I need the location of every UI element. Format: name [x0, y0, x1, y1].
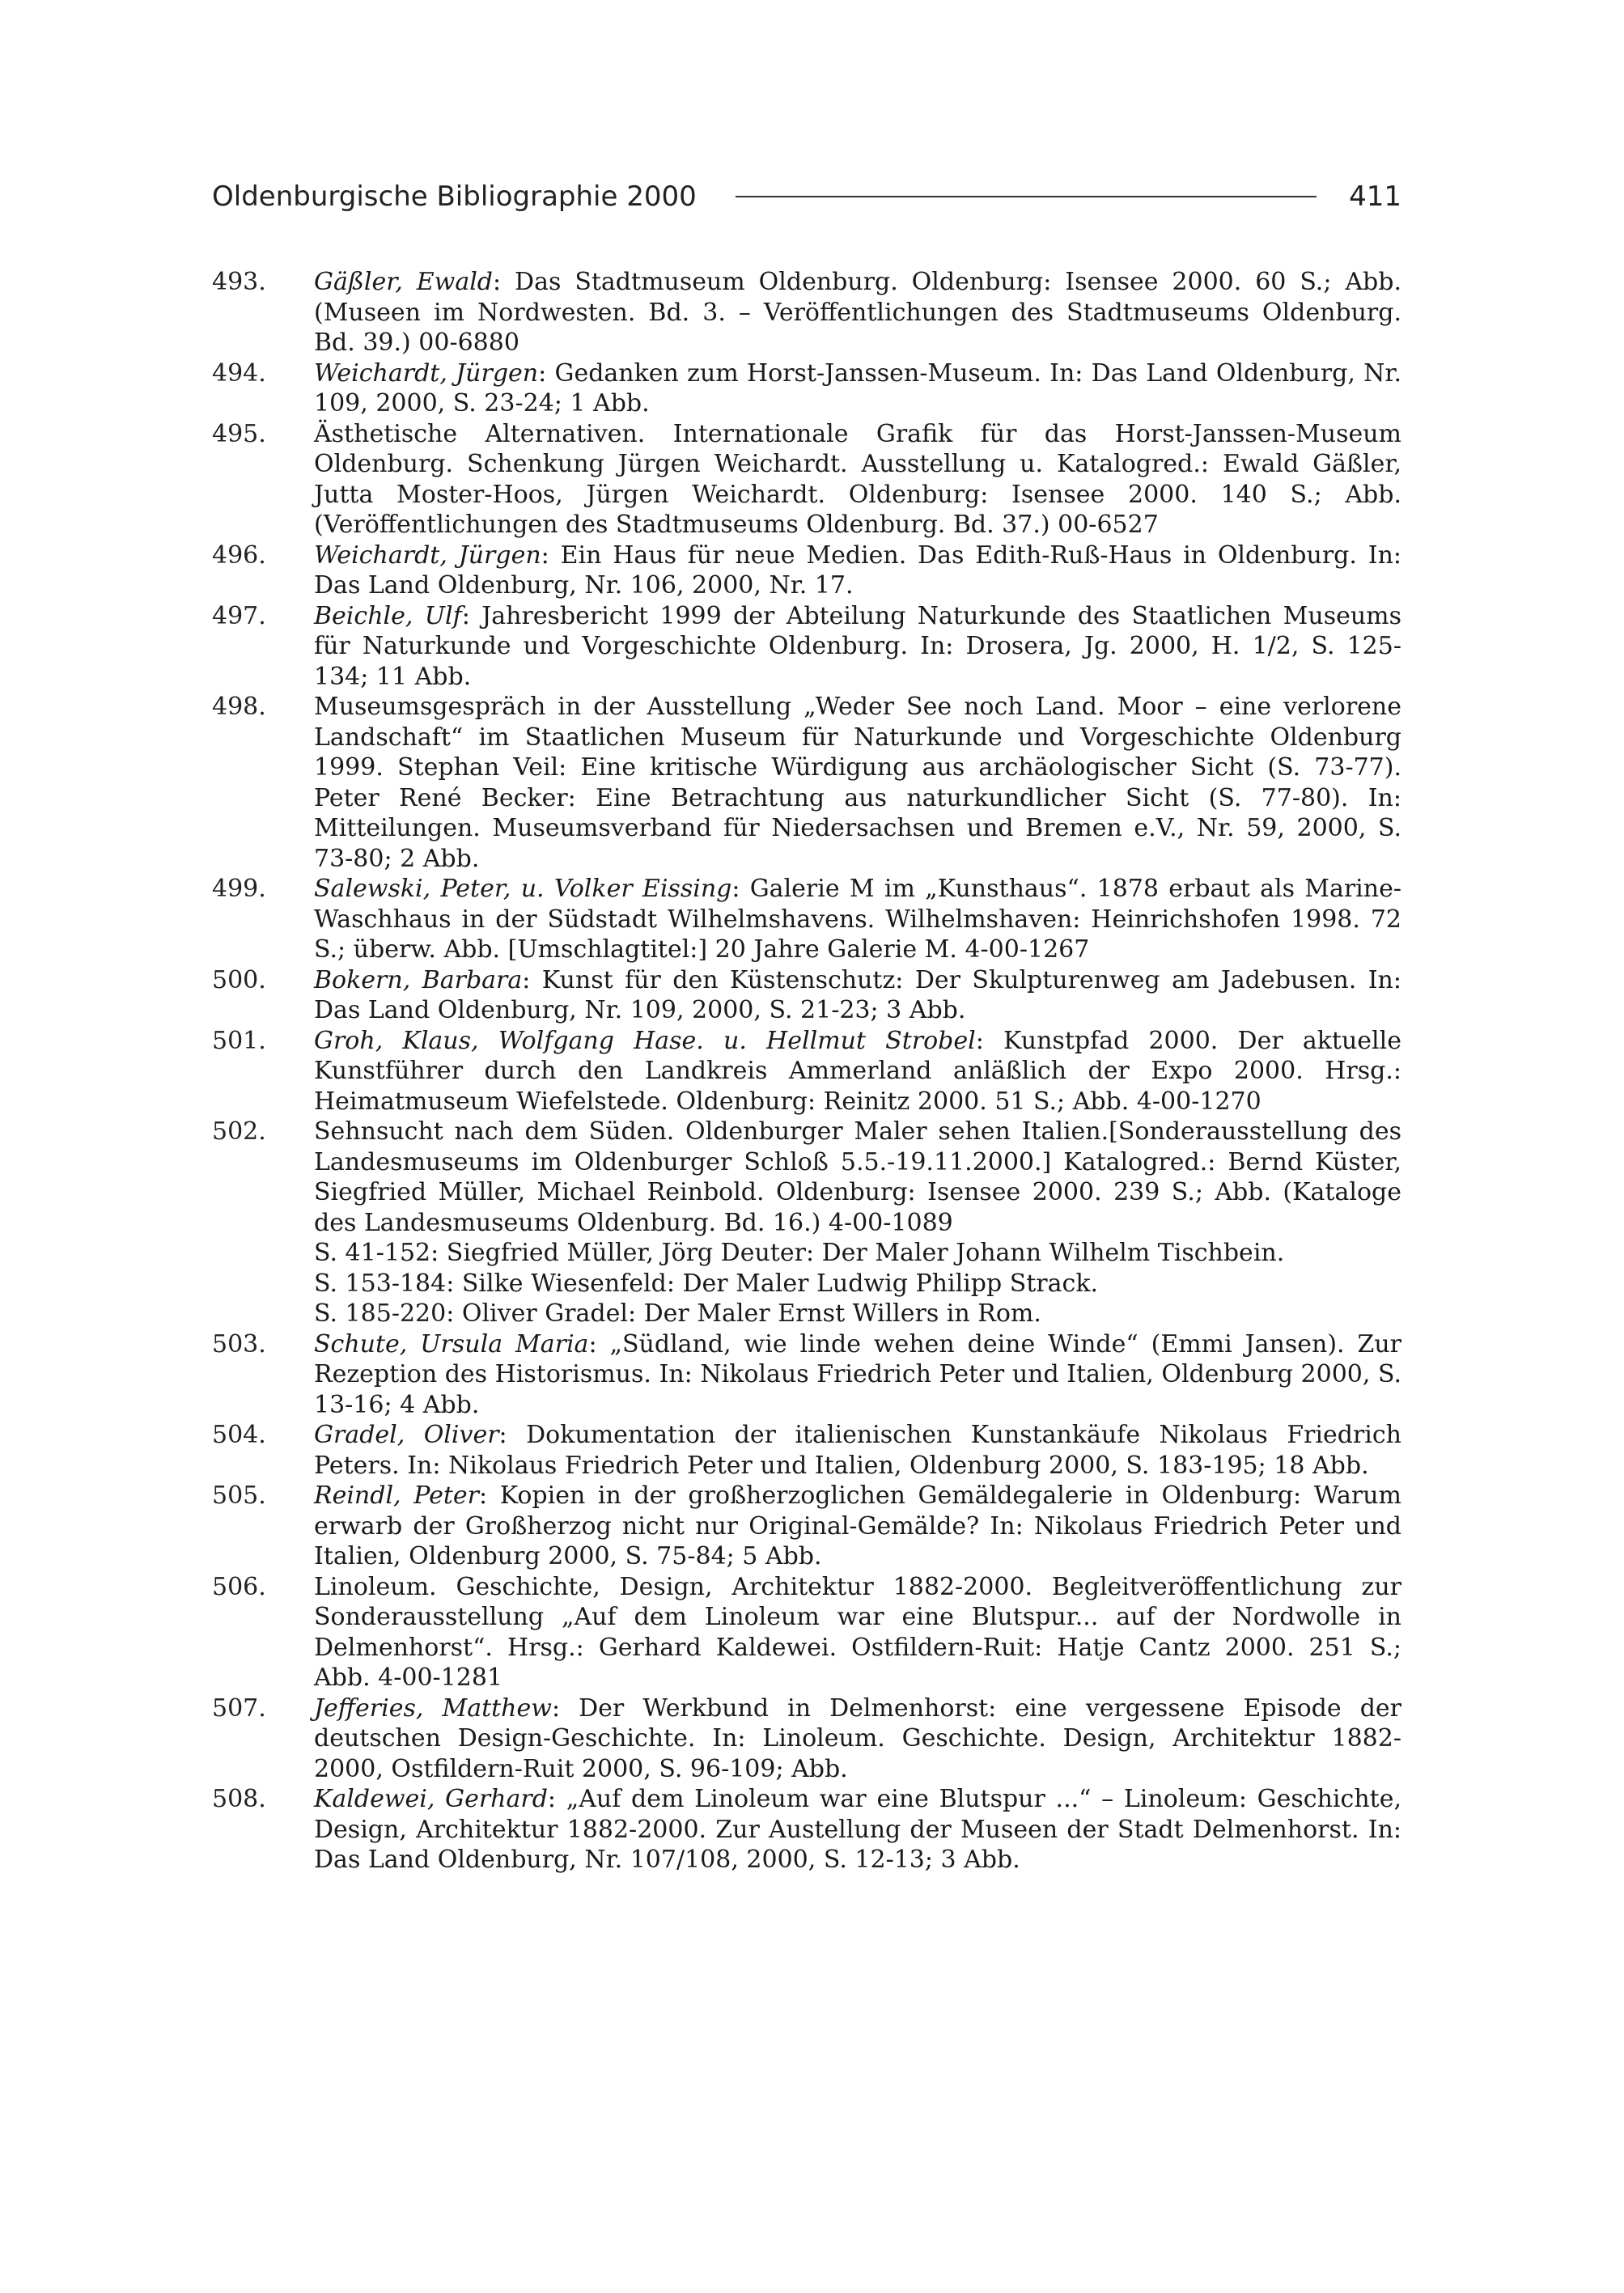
entry-number: 496.	[212, 540, 266, 570]
entry-text: : Das Stadtmuseum Oldenburg. Oldenburg: Isensee 2000. 60 S.; Abb. (Museen im Nordwesten. Bd. 3. – Veröffentlichungen des Stadtmuseums Oldenburg. Bd. 39.) 00-6880	[314, 268, 1401, 357]
entry-body	[314, 1026, 1401, 1117]
entry-body	[314, 540, 1401, 601]
entry-author: Weichardt, Jürgen	[314, 540, 541, 570]
entry-number: 500.	[212, 965, 266, 994]
entry-number: 495.	[212, 419, 266, 448]
bibliography-entry	[212, 1784, 1401, 1876]
entry-number: 507.	[212, 1693, 266, 1723]
entry-subline: S. 153-184: Silke Wiesenfeld: Der Maler Ludwig Philipp Strack.	[314, 1269, 1099, 1298]
bibliography-entry	[212, 1026, 1401, 1117]
entry-text: Linoleum. Geschichte, Design, Architektur 1882-2000. Begleitveröffentlichung zur Sonderausstellung „Auf dem Linoleum war eine Blutspur... auf der Nordwolle in Delmenhorst“. Hrsg.: Gerhard Kaldewei. Ostfildern-Ruit: Hatje Cantz 2000. 251 S.; Abb. 4-00-1281	[314, 1572, 1401, 1692]
entry-number: 508.	[212, 1785, 266, 1813]
entry-number: 504.	[212, 1421, 266, 1449]
entry-body	[314, 1784, 1401, 1876]
entry-number: 503.	[212, 1329, 266, 1358]
entry-author: Schute, Ursula Maria	[314, 1329, 589, 1358]
entry-body	[314, 1117, 1401, 1329]
entry-number: 505.	[212, 1481, 266, 1510]
entry-subline: S. 185-220: Oliver Gradel: Der Maler Ernst Willers in Rom.	[314, 1299, 1041, 1328]
entry-text: : Der Werkbund in Delmenhorst: eine vergessene Episode der deutschen Design-Geschichte. In: Linoleum. Geschichte. Design, Architektur 1882-2000, Ostfildern-Ruit 2000, S. 96-109; Abb.	[314, 1693, 1401, 1783]
bibliography-entry	[212, 692, 1401, 874]
entry-text: : Kopien in der großherzoglichen Gemäldegalerie in Oldenburg: Warum erwarb der Großherzog nicht nur Original-Gemälde? In: Nikolaus Friedrich Peter und Italien, Oldenburg 2000, S. 75-84; 5 Abb.	[314, 1481, 1401, 1570]
entry-text: : „Südland, wie linde wehen deine Winde“ (Emmi Jansen). Zur Rezeption des Historismus. In: Nikolaus Friedrich Peter und Italien, Oldenburg 2000, S. 13-16; 4 Abb.	[314, 1329, 1401, 1419]
entry-body	[314, 267, 1401, 358]
entry-text: : Galerie M im „Kunsthaus“. 1878 erbaut als Marine-Waschhaus in der Südstadt Wilhelmshavens. Wilhelmshaven: Heinrichshofen 1998. 72 S.; überw. Abb. [Umschlagtitel:] 20 Jahre Galerie M. 4-00-1267	[314, 875, 1401, 964]
entry-text: : Dokumentation der italienischen Kunstankäufe Nikolaus Friedrich Peters. In: Nikolaus Friedrich Peter und Italien, Oldenburg 2000, S. 183-195; 18 Abb.	[314, 1421, 1401, 1480]
entry-body	[314, 1693, 1401, 1785]
entry-author: Gäßler, Ewald	[314, 268, 494, 296]
entry-text: : Ein Haus für neue Medien. Das Edith-Ruß-Haus in Oldenburg. In: Das Land Oldenburg, Nr. 106, 2000, Nr. 17.	[314, 540, 1401, 600]
header-rule	[736, 196, 1317, 197]
page-header	[212, 176, 1401, 217]
entry-author: Weichardt, Jürgen	[314, 358, 539, 388]
entry-author: Bokern, Barbara	[314, 965, 523, 994]
entry-number: 497.	[212, 601, 266, 630]
entry-author: Groh, Klaus, Wolfgang Hase. u. Hellmut Strobel	[314, 1026, 976, 1055]
entry-body	[314, 1420, 1401, 1481]
entry-number: 498.	[212, 693, 266, 721]
bibliography-entry	[212, 540, 1401, 601]
entry-body	[314, 874, 1401, 965]
entry-number: 506.	[212, 1572, 266, 1601]
running-title: Oldenburgische Bibliographie 2000	[212, 180, 697, 213]
bibliography-entry	[212, 1420, 1401, 1481]
entry-body	[314, 692, 1401, 874]
entry-author: Beichle, Ulf	[314, 601, 462, 630]
entry-body	[314, 601, 1401, 693]
bibliography-entry	[212, 419, 1401, 540]
entry-body	[314, 965, 1401, 1026]
entry-number: 499.	[212, 875, 266, 903]
entry-number: 501.	[212, 1026, 266, 1055]
entry-author: Salewski, Peter, u. Volker Eissing	[314, 875, 732, 903]
entry-text: Sehnsucht nach dem Süden. Oldenburger Maler sehen Italien.[Sonderausstellung des Landesmuseums im Oldenburger Schloß 5.5.-19.11.2000.] Katalogred.: Bernd Küster, Siegfried Müller, Michael Reinbold. Oldenburg: Isensee 2000. 239 S.; Abb. (Kataloge des Landesmuseums Oldenburg. Bd. 16.) 4-00-1089	[314, 1117, 1401, 1237]
bibliography-entry	[212, 1572, 1401, 1693]
entry-body	[314, 419, 1401, 540]
entry-number: 502.	[212, 1117, 266, 1146]
bibliography-entry	[212, 267, 1401, 358]
bibliography-entry	[212, 1693, 1401, 1785]
entry-text: : „Auf dem Linoleum war eine Blutspur ...“ – Linoleum: Geschichte, Design, Architektur 1882-2000. Zur Austellung der Museen der Stadt Delmenhorst. In: Das Land Oldenburg, Nr. 107/108, 2000, S. 12-13; 3 Abb.	[314, 1785, 1401, 1874]
entry-text: : Kunstpfad 2000. Der aktuelle Kunstführer durch den Landkreis Ammerland anläßlich der Expo 2000. Hrsg.: Heimatmuseum Wiefelstede. Oldenburg: Reinitz 2000. 51 S.; Abb. 4-00-1270	[314, 1026, 1401, 1116]
page-number: 411	[1349, 180, 1401, 213]
entry-text: Museumsgespräch in der Ausstellung „Weder See noch Land. Moor – eine verlorene Landschaft“ im Staatlichen Museum für Naturkunde und Vorgeschichte Oldenburg 1999. Stephan Veil: Eine kritische Würdigung aus archäologischer Sicht (S. 73-77). Peter René Becker: Eine Betrachtung aus naturkundlicher Sicht (S. 77-80). In: Mitteilungen. Museumsverband für Niedersachsen und Bremen e.V., Nr. 59, 2000, S. 73-80; 2 Abb.	[314, 693, 1401, 873]
entry-author: Jefferies, Matthew	[314, 1693, 552, 1723]
bibliography-entry	[212, 1481, 1401, 1572]
entry-text: : Gedanken zum Horst-Janssen-Museum. In: Das Land Oldenburg, Nr. 109, 2000, S. 23-24; 1 Abb.	[314, 358, 1402, 417]
entry-text: Ästhetische Alternativen. Internationale Grafik für das Horst-Janssen-Museum Oldenburg. Schenkung Jürgen Weichardt. Ausstellung u. Katalogred.: Ewald Gäßler, Jutta Moster-Hoos, Jürgen Weichardt. Oldenburg: Isensee 2000. 140 S.; Abb. (Veröffentlichungen des Stadtmuseums Oldenburg. Bd. 37.) 00-6527	[314, 419, 1401, 539]
bibliography-entry	[212, 874, 1401, 965]
entry-body	[314, 1481, 1401, 1572]
entry-number: 494.	[212, 358, 266, 388]
entry-author: Reindl, Peter	[314, 1481, 479, 1510]
entry-body	[314, 1572, 1401, 1693]
bibliography-list	[212, 267, 1401, 1876]
entry-author: Gradel, Oliver	[314, 1421, 499, 1449]
bibliography-entry	[212, 965, 1401, 1026]
bibliography-entry	[212, 601, 1401, 693]
entry-author: Kaldewei, Gerhard	[314, 1785, 548, 1813]
entry-text: : Kunst für den Küstenschutz: Der Skulpturenweg am Jadebusen. In: Das Land Oldenburg, Nr. 109, 2000, S. 21-23; 3 Abb.	[314, 965, 1401, 1024]
entry-number: 493.	[212, 268, 266, 296]
entry-body	[314, 358, 1401, 419]
bibliography-entry	[212, 358, 1401, 419]
entry-subline: S. 41-152: Siegfried Müller, Jörg Deuter: Der Maler Johann Wilhelm Tischbein.	[314, 1239, 1285, 1267]
bibliography-entry	[212, 1117, 1401, 1329]
entry-text: : Jahresbericht 1999 der Abteilung Naturkunde des Staatlichen Museums für Naturkunde und Vorgeschichte Oldenburg. In: Drosera, Jg. 2000, H. 1/2, S. 125-134; 11 Abb.	[314, 601, 1402, 691]
bibliography-entry	[212, 1329, 1401, 1421]
entry-body	[314, 1329, 1401, 1421]
